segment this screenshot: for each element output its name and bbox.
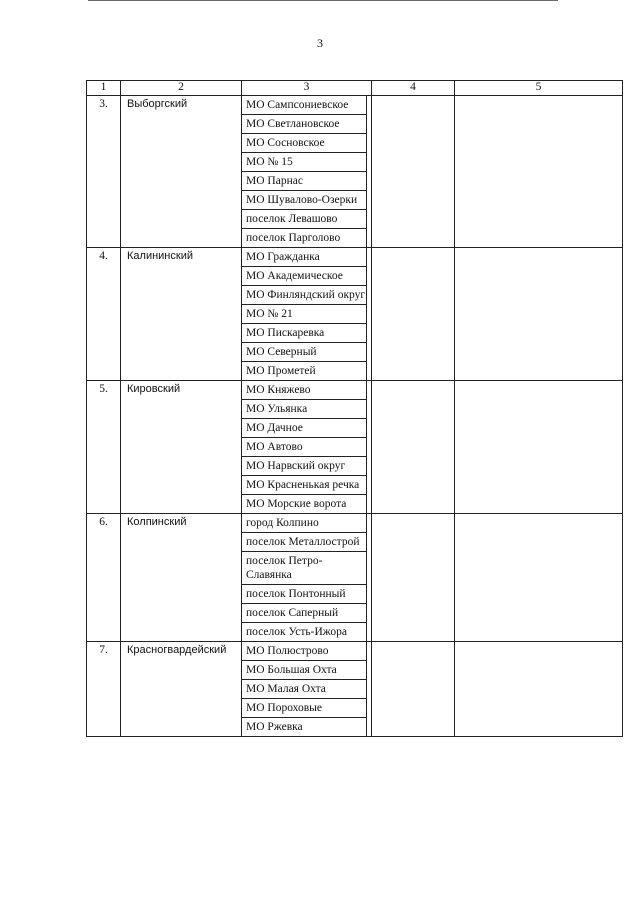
entity-item: МО Академическое xyxy=(242,267,367,286)
entity-item: МО Морские ворота xyxy=(242,495,367,513)
top-rule xyxy=(88,0,558,1)
districts-table xyxy=(86,80,623,737)
entity-item: МО Пискаревка xyxy=(242,324,367,343)
entity-item: поселок Понтонный xyxy=(242,585,367,604)
entity-item: поселок Саперный xyxy=(242,604,367,623)
entity-item: МО Светлановское xyxy=(242,115,367,134)
entity-item: МО № 21 xyxy=(242,305,367,324)
table-row xyxy=(87,642,623,737)
municipal-entities xyxy=(242,381,372,514)
district-name: Выборгский xyxy=(121,96,242,248)
col-4-cell xyxy=(372,642,455,737)
entity-item: МО Княжево xyxy=(242,381,367,400)
entity-item: МО Парнас xyxy=(242,172,367,191)
table-row xyxy=(87,514,623,642)
entity-item: МО Дачное xyxy=(242,419,367,438)
col-5-cell xyxy=(455,514,623,642)
municipal-entities xyxy=(242,642,372,737)
municipal-entities xyxy=(242,248,372,381)
entity-item: МО Финляндский округ xyxy=(242,286,367,305)
table-body xyxy=(87,96,623,737)
entity-item: поселок Усть-Ижора xyxy=(242,623,367,641)
col-5-cell xyxy=(455,642,623,737)
entity-item: МО Гражданка xyxy=(242,248,367,267)
entity-list xyxy=(242,381,371,513)
entity-item: поселок Левашово xyxy=(242,210,367,229)
entity-item: поселок Парголово xyxy=(242,229,367,247)
col-5-cell xyxy=(455,381,623,514)
municipal-entities xyxy=(242,514,372,642)
entity-list xyxy=(242,514,371,641)
entity-item: МО Ржевка xyxy=(242,718,367,736)
entity-item: город Колпино xyxy=(242,514,367,533)
municipal-entities xyxy=(242,96,372,248)
page-number: 3 xyxy=(317,36,323,50)
entity-list xyxy=(242,642,371,736)
table-row xyxy=(87,96,623,248)
row-number: 6. xyxy=(87,514,121,642)
col-4-cell xyxy=(372,381,455,514)
col-5-cell xyxy=(455,96,623,248)
entity-item: МО № 15 xyxy=(242,153,367,172)
entity-item: МО Сампсониевское xyxy=(242,96,367,115)
district-name: Красногвардейский xyxy=(121,642,242,737)
table-header xyxy=(87,81,623,96)
district-name: Кировский xyxy=(121,381,242,514)
entity-list xyxy=(242,96,371,247)
entity-item: МО Северный xyxy=(242,343,367,362)
district-name: Калининский xyxy=(121,248,242,381)
col-4-cell xyxy=(372,248,455,381)
col-5-cell xyxy=(455,248,623,381)
header-col-5: 5 xyxy=(455,81,623,96)
col-4-cell xyxy=(372,96,455,248)
header-col-2: 2 xyxy=(121,81,242,96)
entity-item: МО Прометей xyxy=(242,362,367,380)
row-number: 7. xyxy=(87,642,121,737)
entity-item: МО Большая Охта xyxy=(242,661,367,680)
entity-item: МО Сосновское xyxy=(242,134,367,153)
row-number: 5. xyxy=(87,381,121,514)
header-col-3: 3 xyxy=(242,81,372,96)
entity-item: МО Нарвский округ xyxy=(242,457,367,476)
entity-item: МО Пороховые xyxy=(242,699,367,718)
col-4-cell xyxy=(372,514,455,642)
entity-item: МО Шувалово-Озерки xyxy=(242,191,367,210)
entity-item: МО Полюстрово xyxy=(242,642,367,661)
row-number: 4. xyxy=(87,248,121,381)
header-col-4: 4 xyxy=(372,81,455,96)
entity-item: МО Красненькая речка xyxy=(242,476,367,495)
entity-item: МО Малая Охта xyxy=(242,680,367,699)
header-row xyxy=(87,81,623,96)
table-row xyxy=(87,248,623,381)
entity-item: МО Ульянка xyxy=(242,400,367,419)
row-number: 3. xyxy=(87,96,121,248)
entity-item: поселок Петро-Славянка xyxy=(242,552,367,585)
entity-item: МО Автово xyxy=(242,438,367,457)
district-name: Колпинский xyxy=(121,514,242,642)
entity-item: поселок Металлострой xyxy=(242,533,367,552)
entity-list xyxy=(242,248,371,380)
header-col-1: 1 xyxy=(87,81,121,96)
table-row xyxy=(87,381,623,514)
